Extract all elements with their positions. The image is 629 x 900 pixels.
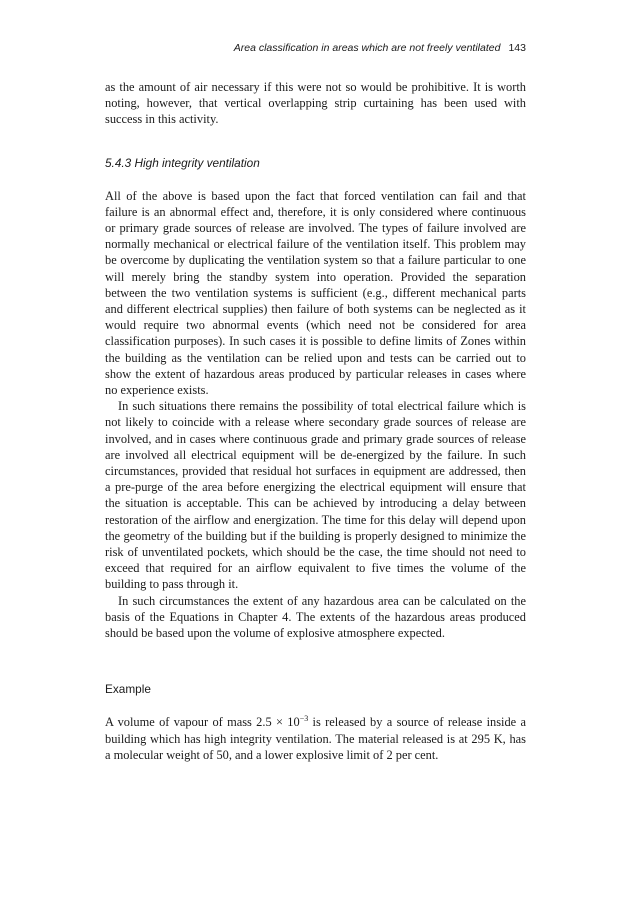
running-header: [105, 41, 526, 55]
paragraph-1: All of the above is based upon the fact that forced ventilation can fail and that failure is an abnormal effect and, therefore, it is only considered where continuous or primary grade sources of release are involved. The types of failure involved are normally mechanical or electrical failure of the ventilation itself. This problem may be overcome by duplicating the ventilation system so that a failure particular to one will merely bring the standby system into operation. Provided the separation between the two ventilation systems is sufficient (e.g., different mechanical parts and different electrical supplies) then failure of both systems can be neglected as it would require two abnormal events (which need not be considered for area classification purposes). In such cases it is possible to define limits of Zones within the building as the ventilation can be relied upon and tests can be carried out to show the extent of hazardous areas produced by particular releases in cases where no experience exists.: [105, 188, 526, 398]
continuation-paragraph: as the amount of air necessary if this were not so would be prohibitive. It is worth noting, however, that vertical overlapping strip curtaining has been used with success in this activity.: [105, 80, 526, 127]
paragraph-3: In such circumstances the extent of any hazardous area can be calculated on the basis of the Equations in Chapter 4. The extents of the hazardous areas produced should be based upon the volume of explosive atmosphere expected.: [105, 593, 526, 641]
paragraph-2: In such situations there remains the possibility of total electrical failure which is not likely to coincide with a release where secondary grade sources of release are involved, and in cases where continuous grade and primary grade sources of release are involved all electrical equipment will be de-energized by the failure. In such circumstances, provided that residual hot surfaces in equipment are addressed, then a pre-purge of the area before energizing the electrical equipment will ensure that the situation is acceptable. This can be achieved by introducing a delay between restoration of the airflow and energization. The time for this delay will depend upon the geometry of the building but if the building is properly designed to minimize the risk of unventilated pockets, which should be the case, the time should not need to exceed that required for an airflow equivalent to five times the volume of the building to pass through it.: [105, 399, 526, 592]
example-exponent: −3: [299, 714, 309, 724]
running-title: Area classification in areas which are not freely ventilated: [233, 42, 501, 54]
example-text-end: is released by a source of release inside a building which has high integrity ventilation. The material released is at 295 K, has a molecular weight of 50, and a lower explosive limit of 2 per cent.: [105, 715, 526, 762]
body-text: [105, 79, 526, 763]
example-heading: Example: [105, 682, 151, 697]
example-text-start: A volume of vapour of mass 2.5 × 10: [105, 715, 300, 730]
page-number: 143: [508, 42, 526, 54]
example-paragraph: [105, 714, 526, 763]
section-heading: 5.4.3 High integrity ventilation: [105, 155, 260, 170]
